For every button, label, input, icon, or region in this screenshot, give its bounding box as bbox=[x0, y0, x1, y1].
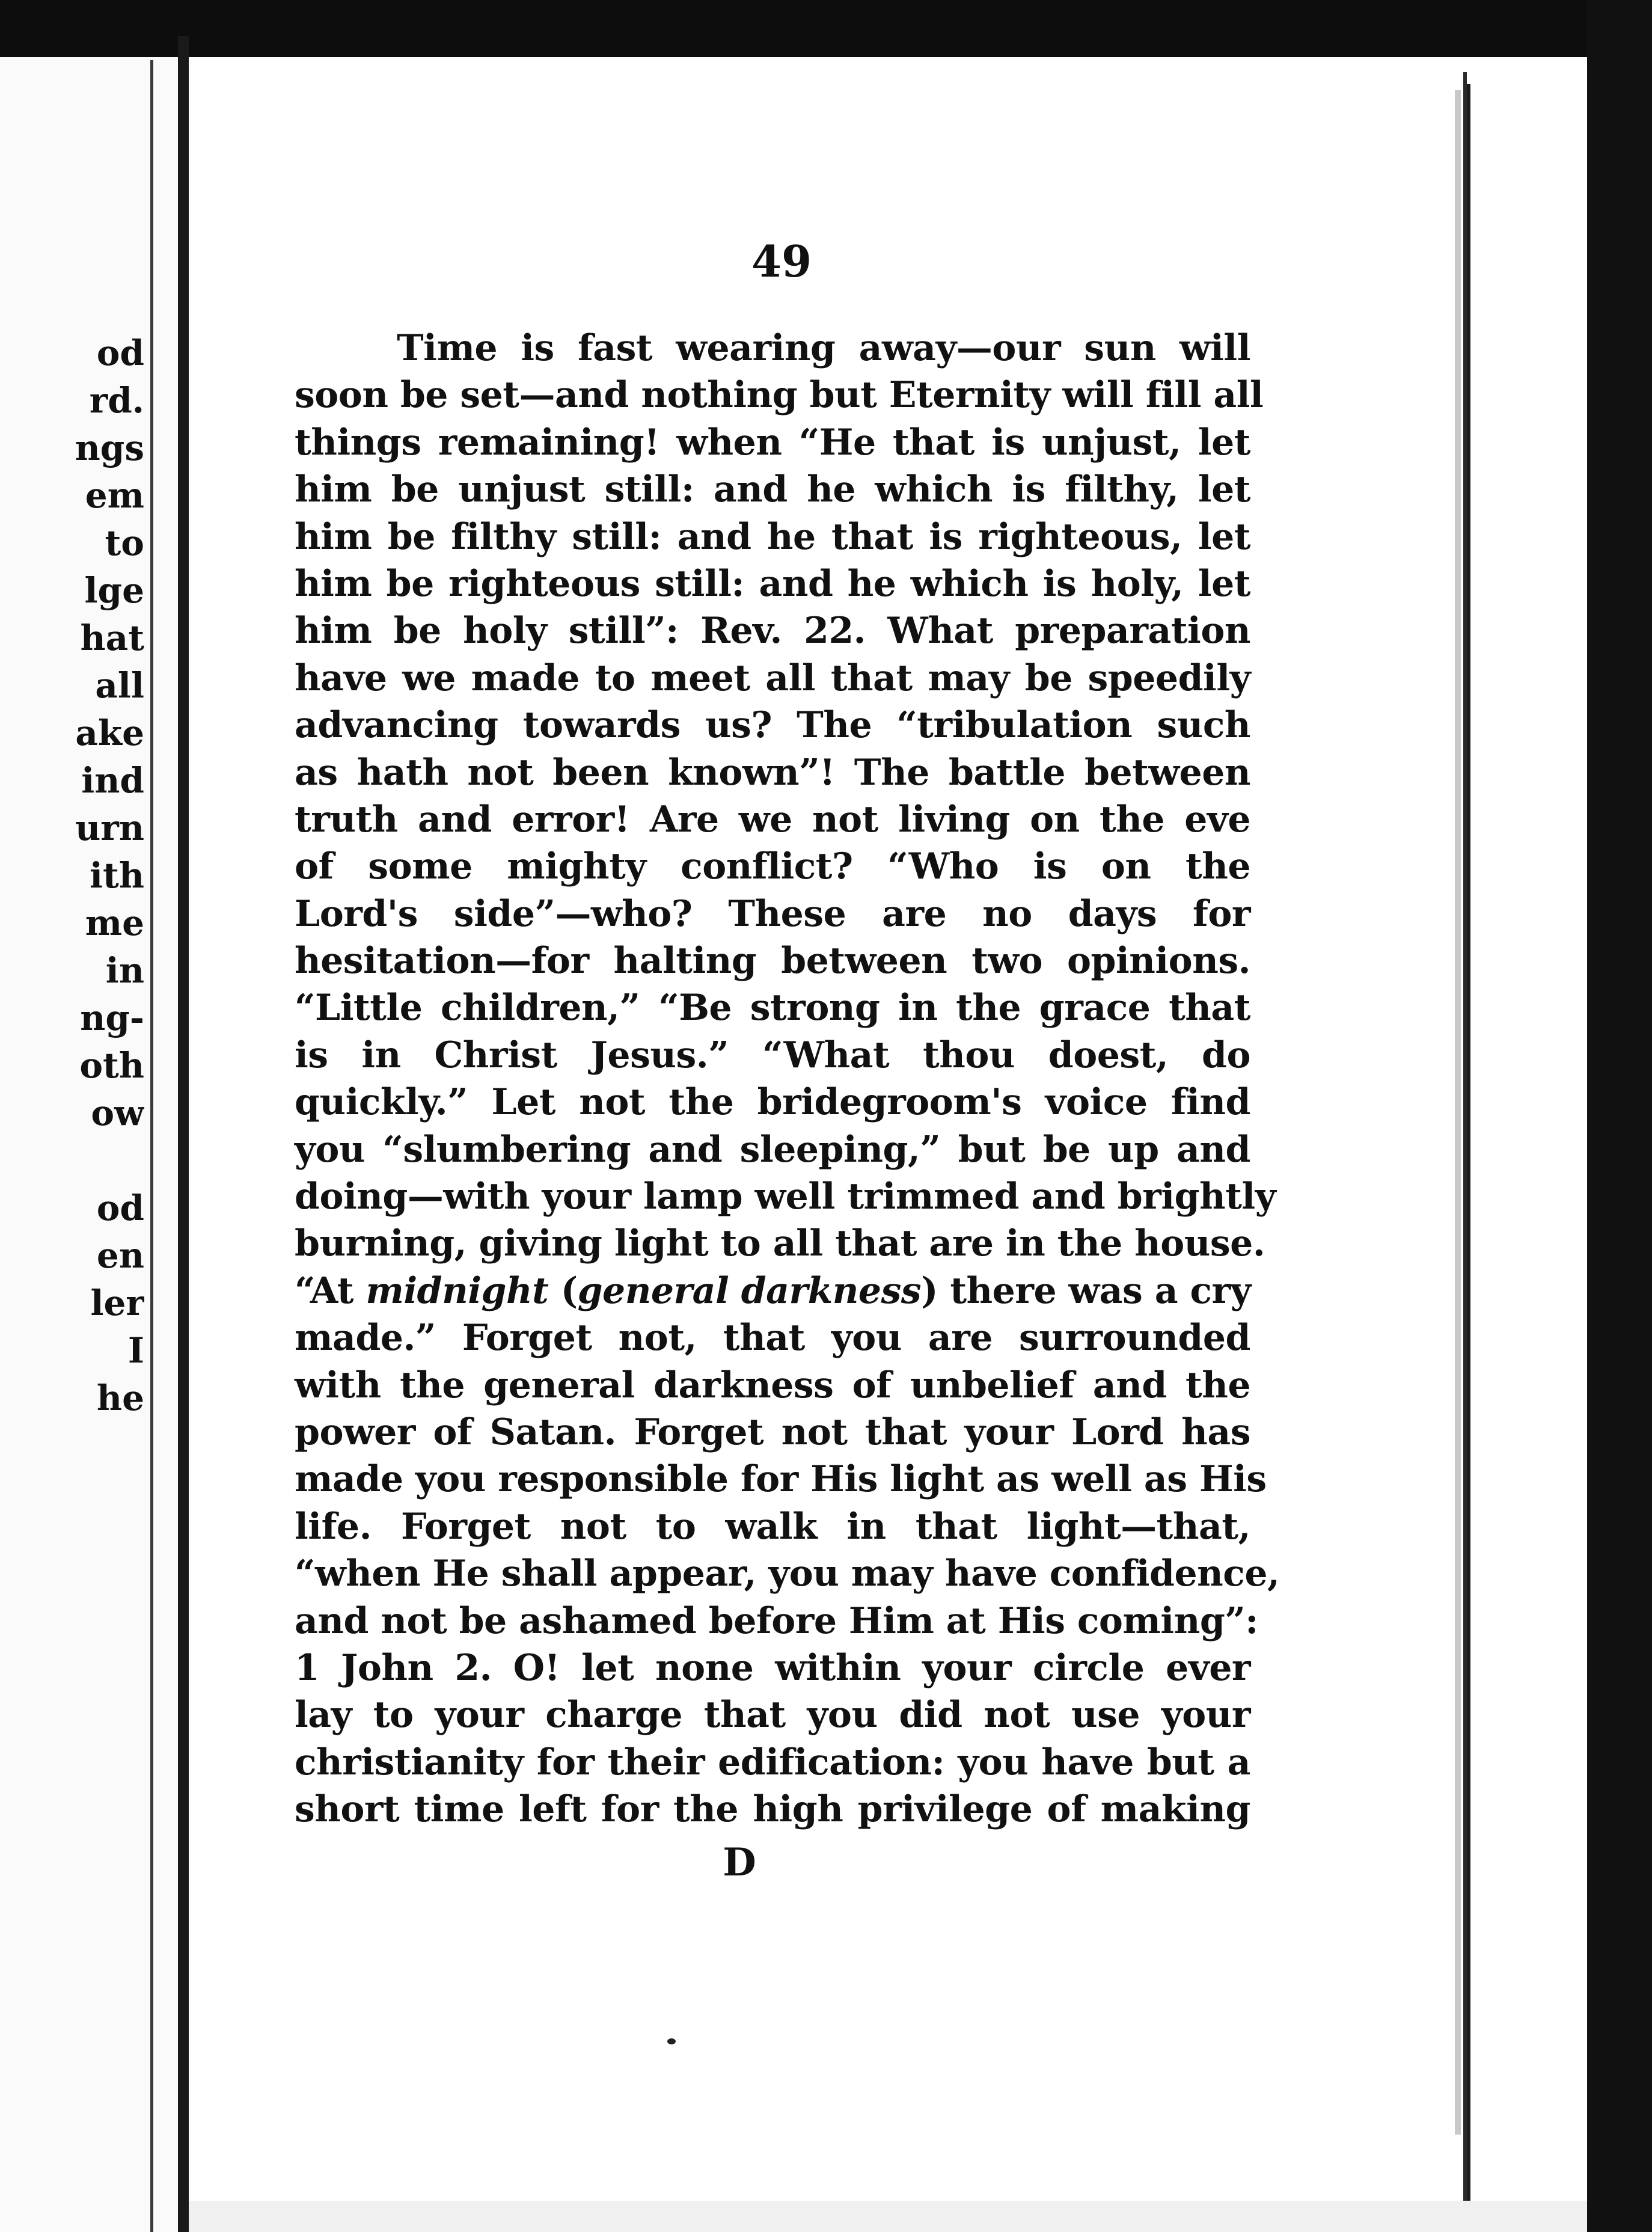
text-line: have we made to meet all that may be speedily bbox=[295, 657, 1250, 699]
text-line: as hath not been known”! The battle between bbox=[295, 751, 1250, 794]
fragment-line: all bbox=[95, 665, 144, 706]
text-line: “when He shall appear, you may have confidence, bbox=[295, 1553, 1280, 1595]
fragment-line: od bbox=[96, 333, 144, 373]
text-line: made you responsible for His light as well as His bbox=[295, 1458, 1267, 1501]
fragment-line: I bbox=[127, 1330, 144, 1371]
scan-top-border bbox=[0, 0, 1652, 57]
text-line-italic bbox=[295, 1268, 1250, 1314]
text-line: Lord's side”—who? These are no days for bbox=[295, 892, 1250, 935]
fragment-line: in bbox=[105, 950, 144, 991]
text-line: quickly.” Let not the bridegroom's voice find bbox=[295, 1081, 1250, 1124]
fragment-line: me bbox=[85, 903, 144, 943]
fragment-line bbox=[0, 1137, 144, 1185]
spine-line bbox=[150, 60, 153, 2232]
fragment-line: to bbox=[105, 523, 144, 563]
text-line: him be holy still”: Rev. 22. What preparation bbox=[295, 610, 1250, 652]
text-line: short time left for the high privilege of making bbox=[295, 1788, 1250, 1831]
text-line: and not be ashamed before Him at His coming”: bbox=[295, 1599, 1258, 1642]
fragment-line: lge bbox=[84, 570, 144, 611]
text-line: hesitation—for halting between two opinions. bbox=[295, 940, 1250, 983]
signature-mark: D bbox=[723, 1840, 756, 1885]
fragment-line: od bbox=[96, 1188, 144, 1228]
fragment-line: ow bbox=[91, 1093, 144, 1133]
fragment-line: ake bbox=[75, 713, 144, 753]
text-line: him be righteous still: and he which is holy, let bbox=[295, 562, 1250, 605]
italic-segment: midnight bbox=[366, 1269, 549, 1312]
text-segment: ) there was a cry bbox=[921, 1269, 1251, 1312]
text-line: burning, giving light to all that are in the house. bbox=[295, 1222, 1265, 1265]
text-line: Time is fast wearing away—our sun will bbox=[397, 327, 1250, 369]
text-line: lay to your charge that you did not use your bbox=[295, 1694, 1250, 1737]
next-page-edge bbox=[1467, 84, 1591, 2232]
fragment-line: en bbox=[96, 1235, 144, 1276]
text-line: things remaining! when “He that is unjust, let bbox=[295, 421, 1250, 464]
scan-right-border bbox=[1587, 0, 1652, 2232]
text-line: 1 John 2. O! let none within your circle ever bbox=[295, 1646, 1250, 1689]
fragment-line: rd. bbox=[89, 380, 144, 421]
ink-speck bbox=[667, 2038, 676, 2044]
book-gutter bbox=[178, 36, 189, 2232]
fragment-line: ind bbox=[81, 760, 144, 801]
text-segment: ( bbox=[548, 1269, 578, 1312]
fragment-line: ler bbox=[90, 1283, 144, 1323]
fragment-line: he bbox=[96, 1378, 144, 1418]
text-line: soon be set—and nothing but Eternity will fill all bbox=[295, 374, 1264, 417]
text-line: him be filthy still: and he that is righteous, let bbox=[295, 515, 1250, 558]
text-line: power of Satan. Forget not that your Lord has bbox=[295, 1411, 1250, 1453]
fragment-line: urn bbox=[75, 808, 144, 848]
text-line: doing—with your lamp well trimmed and brightly bbox=[295, 1176, 1276, 1218]
facing-page-text-fragments bbox=[0, 330, 144, 1422]
page-fold-edge bbox=[1455, 90, 1461, 2135]
text-line: you “slumbering and sleeping,” but be up and bbox=[295, 1128, 1250, 1171]
text-line: made.” Forget not, that you are surrounded bbox=[295, 1317, 1250, 1360]
fragment-line: ng- bbox=[80, 998, 144, 1038]
fragment-line: hat bbox=[80, 618, 144, 658]
page-bottom-shadow bbox=[189, 2201, 1587, 2232]
text-line: truth and error! Are we not living on the eve bbox=[295, 798, 1250, 841]
italic-segment: general darkness bbox=[577, 1269, 922, 1312]
text-segment: “At bbox=[295, 1269, 366, 1312]
body-text bbox=[295, 325, 1280, 1833]
text-line: is in Christ Jesus.” “What thou doest, do bbox=[295, 1034, 1250, 1076]
text-line: of some mighty conflict? “Who is on the bbox=[295, 845, 1250, 888]
text-line: him be unjust still: and he which is filthy, let bbox=[295, 468, 1250, 511]
page-number: 49 bbox=[751, 236, 812, 287]
text-line: advancing towards us? The “tribulation such bbox=[295, 704, 1250, 747]
fragment-line: ngs bbox=[75, 428, 144, 468]
text-line: with the general darkness of unbelief and the bbox=[295, 1364, 1250, 1406]
text-line: christianity for their edification: you have but a bbox=[295, 1741, 1250, 1783]
fragment-line: ith bbox=[90, 855, 144, 896]
fragment-line: em bbox=[85, 475, 144, 516]
text-line: life. Forget not to walk in that light—that, bbox=[295, 1505, 1250, 1548]
fragment-line: oth bbox=[79, 1045, 144, 1086]
text-line: “Little children,” “Be strong in the grace that bbox=[295, 987, 1250, 1029]
